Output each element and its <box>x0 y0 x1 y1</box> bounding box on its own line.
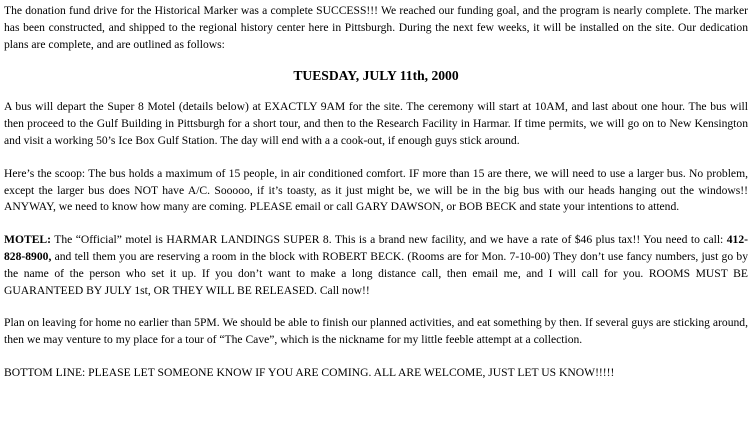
scoop-paragraph: Here’s the scoop: The bus holds a maximum of 15 people, in air conditioned comfort. IF more than 15 are there, we will need to use a larger bus. No problem, except the larger bus does NOT have A/C. Sooooo, if it’s toasty, as it just might be, we will be in the big bus with our heads hanging out the windows!! ANYWAY, we need to know how many are coming. PLEASE email or call GARY DAWSON, or BOB BECK and state your intentions to attend. <box>4 166 748 214</box>
motel-text-2: and tell them you are reserving a room in the block with ROBERT BECK. (Rooms are for Mon. 7-10-00) They don’t use fancy numbers, just go by the name of the person who set it up. If you don’t want to make a long distance call, then email me, and I will call for you. ROOMS MUST BE GUARANTEED BY JULY 1st, OR THEY WILL BE RELEASED. Call now!! <box>4 249 748 297</box>
leaving-paragraph: Plan on leaving for home no earlier than 5PM. We should be able to finish our planned activities, and eat something by then. If several guys are sticking around, then we may venture to my place for a tour of “The Cave”, which is the nickname for my little feeble attempt at a collection. <box>4 316 748 347</box>
date-heading: TUESDAY, JULY 11th, 2000 <box>293 68 459 84</box>
intro-paragraph: The donation fund drive for the Historical Marker was a complete SUCCESS!!! We reached our funding goal, and the program is nearly complete. The marker has been constructed, and shipped to the regional history center here in Pittsburgh. During the next few weeks, it will be installed on the site. Our dedication plans are complete, and are outlined as follows: <box>4 4 748 51</box>
motel-paragraph <box>4 232 748 299</box>
bottom-line-paragraph: BOTTOM LINE: PLEASE LET SOMEONE KNOW IF YOU ARE COMING. ALL ARE WELCOME, JUST LET US KNOW!!!!! <box>4 365 615 379</box>
motel-label: MOTEL: <box>4 233 52 247</box>
motel-text-1: The “Official” motel is HARMAR LANDINGS SUPER 8. This is a brand new facility, and we have a rate of $46 plus tax!! You need to call: <box>51 233 727 247</box>
bus-plan-paragraph: A bus will depart the Super 8 Motel (details below) at EXACTLY 9AM for the site. The ceremony will start at 10AM, and last about one hour. The bus will then proceed to the Gulf Building in Pittsburgh for a short tour, and then to the Research Facility in Harmar. If time permits, we will go on to New Kensington and visit a working 50’s Ice Box Gulf Station. The day will end with a a cook-out, if enough guys stick around. <box>4 100 748 147</box>
document-body <box>4 3 748 382</box>
motel-phone: 412-828-8900, <box>4 233 748 263</box>
